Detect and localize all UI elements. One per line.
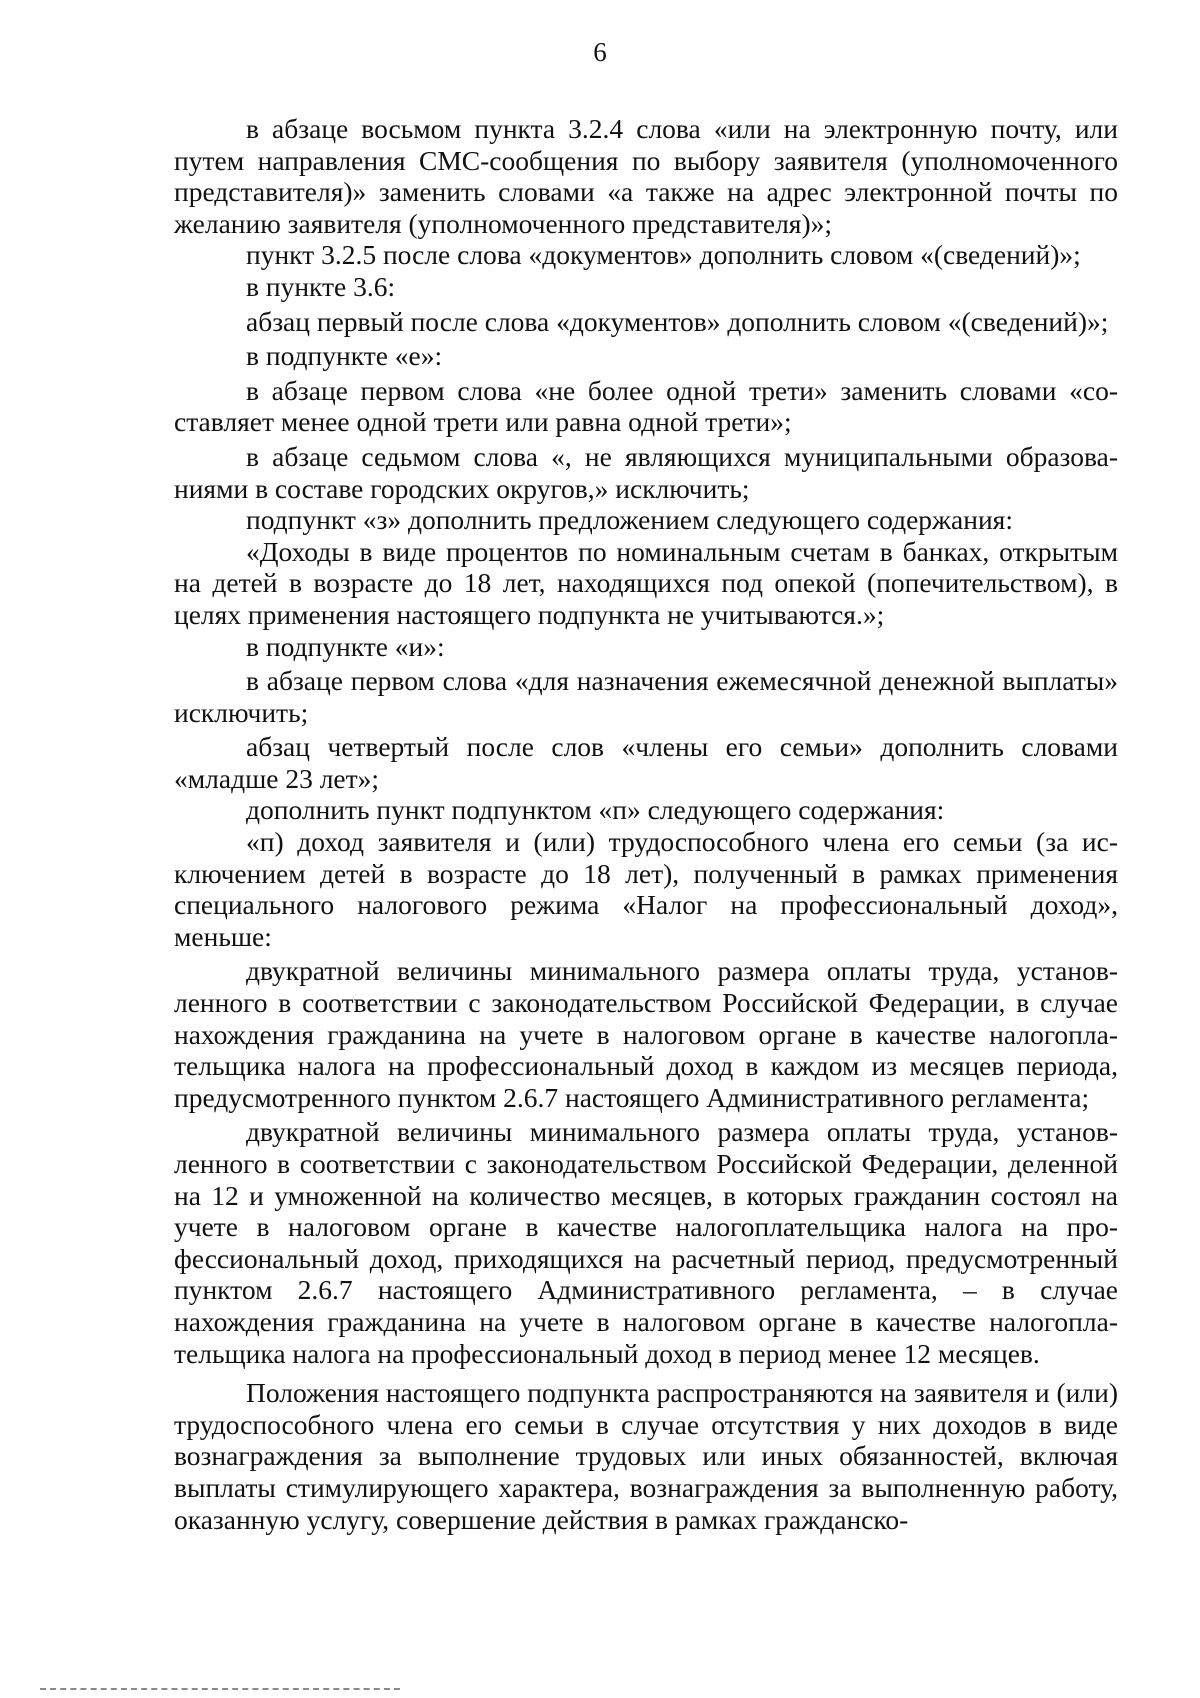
paragraph-1: в абзаце восьмом пункта 3.2.4 слова «или на электронную почту, или путем направления СМС-сообщения по выбору заявителя (уполномоченного представителя)» заменить словами «а также на адрес электронной почты по желанию заявителя (уполномоченного представителя)»; bbox=[174, 113, 1118, 239]
paragraph-3: в пункте 3.6: bbox=[246, 270, 396, 302]
paragraph-11: в абзаце первом слова «для назначения ежемесячной денежной выплаты» исключить; bbox=[174, 665, 1118, 728]
paragraph-8: подпункт «з» дополнить предложением следующего содержания: bbox=[246, 504, 1013, 536]
paragraph-10: в подпункте «и»: bbox=[246, 630, 445, 662]
paragraph-16: двукратной величины минимального размера оплаты труда, установленного в соответствии с законодательством Российской Федерации, деленной на 12 и умноженной на количество месяцев, в которых гражданин состоял на учете в налоговом органе в качестве налогоплательщика налога на профессиональный доход, приходящихся на расчетный период, предусмотренный пунктом 2.6.7 настоящего Административного регламента, – в случае нахождения гражданина на учете в налоговом органе в качестве налогоплательщика налога на профессиональный доход в период менее 12 месяцев. bbox=[174, 1116, 1118, 1369]
document-body bbox=[174, 113, 1118, 1535]
paragraph-13: дополнить пункт подпунктом «п» следующего содержания: bbox=[246, 794, 945, 826]
page-number: 6 bbox=[593, 37, 607, 67]
paragraph-2: пункт 3.2.5 после слова «документов» дополнить словом «(сведений)»; bbox=[246, 239, 1081, 271]
paragraph-7: в абзаце седьмом слова «, не являющихся муниципальными образованиями в составе городских округов,» исключить; bbox=[174, 440, 1118, 504]
paragraph-9: «Доходы в виде процентов по номинальным счетам в банках, открытым на детей в возрасте до 18 лет, находящихся под опекой (попечительством), в целях применения настоящего подпункта не учитываются.»; bbox=[174, 535, 1118, 630]
paragraph-15: двукратной величины минимального размера оплаты труда, установленного в соответствии с законодательством Российской Федерации, в случае нахождения гражданина на учете в налоговом органе в качестве налогоплательщика налога на профессиональный доход в каждом из месяцев периода, предусмотренного пунктом 2.6.7 настоящего Административного регламента; bbox=[174, 955, 1118, 1113]
paragraph-14: «п) доход заявителя и (или) трудоспособного члена его семьи (за исключением детей в возрасте до 18 лет), полученный в рамках применения специального налогового режима «Налог на профессиональный доход», меньше: bbox=[174, 826, 1118, 952]
paragraph-12: абзац четвертый после слов «члены его семьи» дополнить словами «младше 23 лет»; bbox=[174, 731, 1118, 794]
paragraph-17: Положения настоящего подпункта распространяются на заявителя и (или) трудоспособного члена его семьи в случае отсутствия у них доходов в виде вознаграждения за выполнение трудовых или иных обязанностей, включая выплаты стимулирующего характера, вознаграждения за выполненную работу, оказанную услугу, совершение действия в рамках гражданско- bbox=[174, 1377, 1118, 1535]
scan-edge-line bbox=[40, 1688, 400, 1690]
paragraph-6: в абзаце первом слова «не более одной трети» заменить словами «составляет менее одной трети или равна одной трети»; bbox=[174, 374, 1118, 438]
paragraph-4: абзац первый после слова «документов» дополнить словом «(сведений)»; bbox=[246, 305, 1109, 337]
paragraph-5: в подпункте «е»: bbox=[246, 340, 443, 372]
